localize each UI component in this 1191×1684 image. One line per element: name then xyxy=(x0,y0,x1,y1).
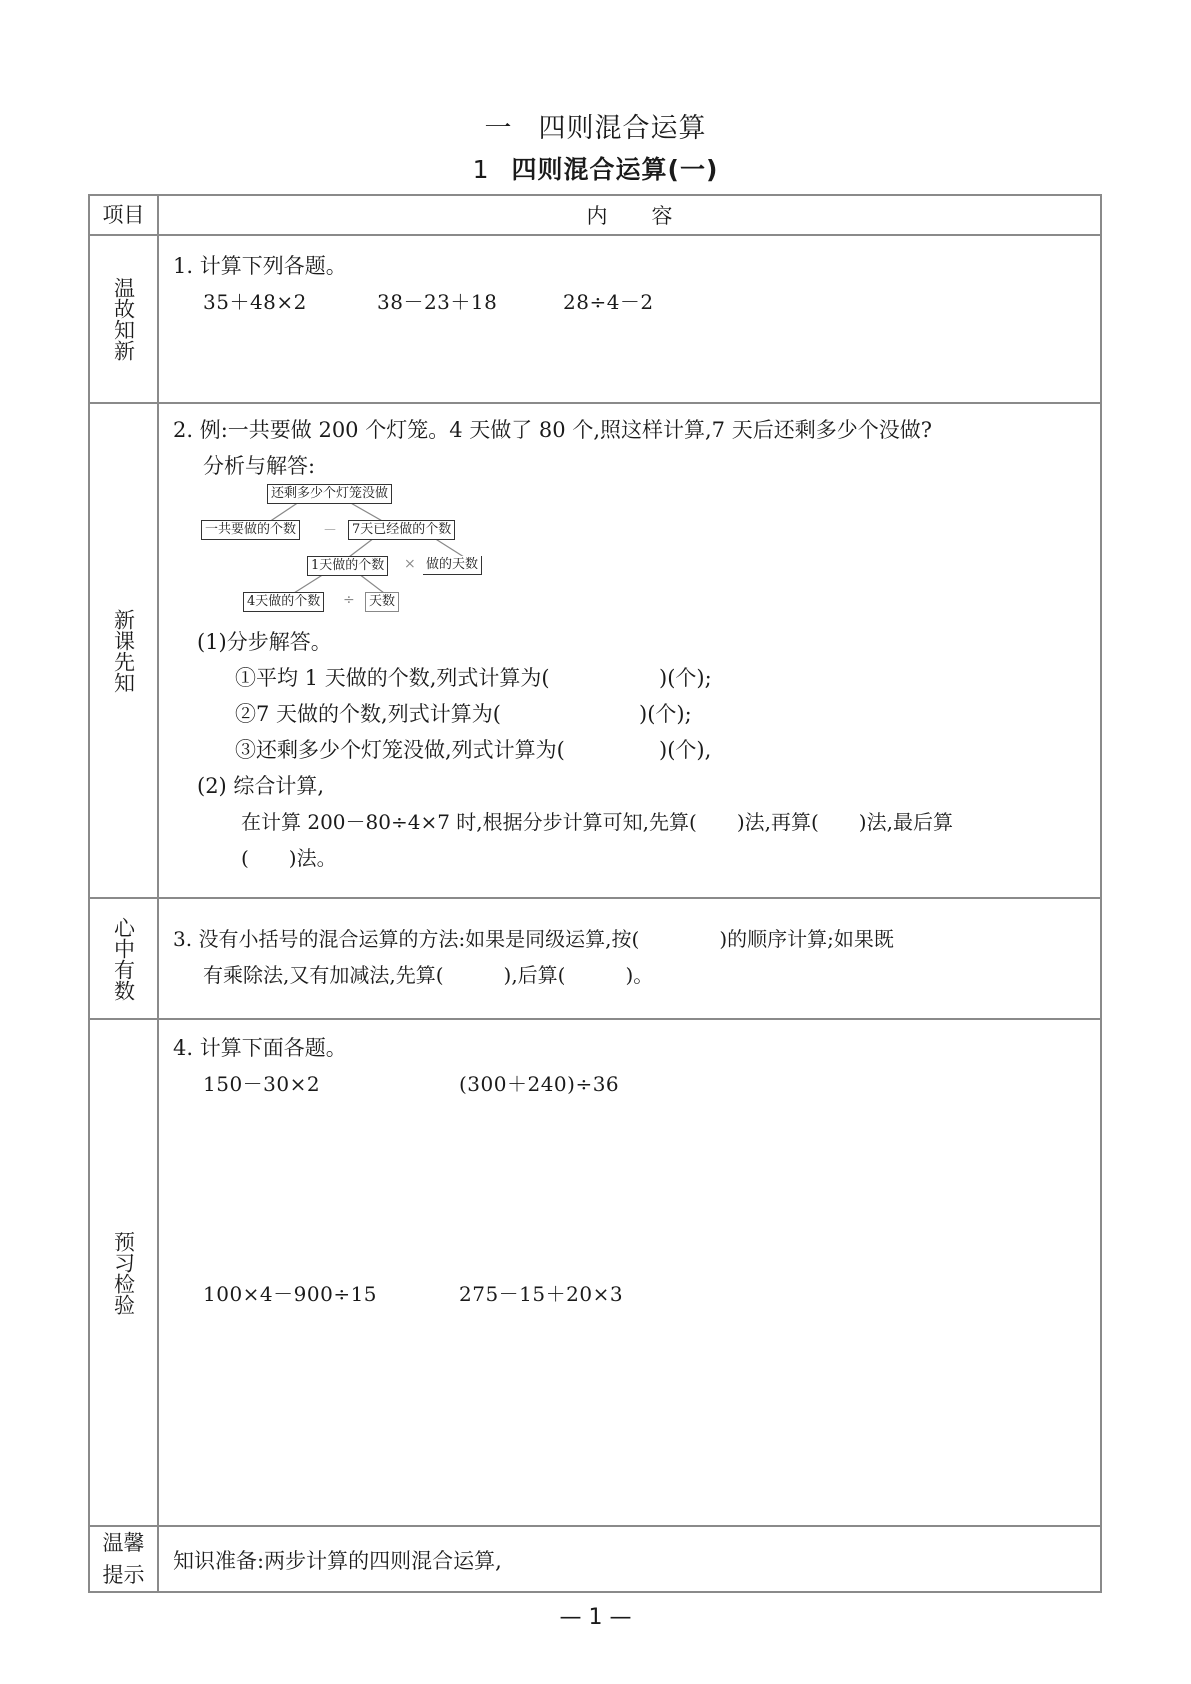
tree-node-root: 还剩多少个灯笼没做 xyxy=(267,484,392,504)
tree-node-1day: 1天做的个数 xyxy=(307,556,388,576)
step-2-suffix: )(个); xyxy=(639,702,692,726)
part-2-line-1: 在计算 200－80÷4×7 时,根据分步计算可知,先算( )法,再算( )法,最后算 xyxy=(241,810,953,834)
expression-4d: 275－15＋20×3 xyxy=(459,1282,624,1306)
unit-title xyxy=(0,106,1191,145)
tree-node-days: 天数 xyxy=(365,592,399,612)
question-2: 2. 例:一共要做 200 个灯笼。4 天做了 80 个,照这样计算,7 天后还剩多少个没做? xyxy=(173,418,932,442)
tree-node-4day: 4天做的个数 xyxy=(243,592,324,612)
minus-operator: － xyxy=(323,523,337,539)
expression-4a: 150－30×2 xyxy=(203,1072,321,1096)
question-1: 1. 计算下列各题。 xyxy=(173,254,347,278)
summary-content xyxy=(159,899,1100,1018)
analysis-tree-diagram xyxy=(199,482,499,622)
question-3-line-1: 3. 没有小括号的混合运算的方法:如果是同级运算,按( )的顺序计算;如果既 xyxy=(173,927,894,951)
header-category: 项目 xyxy=(90,196,159,234)
tip-content xyxy=(159,1527,1100,1591)
category-preview: 新课先知 xyxy=(90,404,159,897)
table-row-summary xyxy=(90,897,1100,1018)
table-row-review xyxy=(90,234,1100,402)
analysis-label: 分析与解答: xyxy=(203,454,316,478)
step-1-suffix: )(个); xyxy=(659,666,712,690)
category-summary: 心中有数 xyxy=(90,899,159,1018)
header-content xyxy=(159,196,1100,234)
times-operator: × xyxy=(404,556,416,572)
part-1-label: (1)分步解答。 xyxy=(197,630,332,654)
part-2-label: (2) 综合计算, xyxy=(197,774,325,798)
tree-node-total: 一共要做的个数 xyxy=(201,520,300,540)
lesson-number: 1 xyxy=(472,155,490,184)
lesson-title xyxy=(0,150,1191,186)
step-1-prefix: ①平均 1 天做的个数,列式计算为( xyxy=(235,666,550,690)
tip-text: 知识准备:两步计算的四则混合运算, xyxy=(173,1549,502,1573)
lesson-title-text: 四则混合运算(一) xyxy=(511,155,719,184)
part-2-line-2: ( )法。 xyxy=(241,846,337,870)
step-3-prefix: ③还剩多少个灯笼没做,列式计算为( xyxy=(235,738,565,762)
expression-4b: (300＋240)÷36 xyxy=(459,1072,620,1096)
unit-title-text: 四则混合运算 xyxy=(538,113,707,144)
tree-node-7day-done: 7天已经做的个数 xyxy=(348,520,455,540)
practice-content xyxy=(159,1020,1100,1525)
preview-content xyxy=(159,404,1100,897)
category-tip-line-1: 温馨 xyxy=(102,1531,145,1555)
category-review: 温故知新 xyxy=(90,236,159,402)
step-3-suffix: )(个), xyxy=(659,738,712,762)
worksheet-table xyxy=(88,194,1102,1593)
step-2-prefix: ②7 天做的个数,列式计算为( xyxy=(235,702,501,726)
unit-number: 一 xyxy=(484,113,513,144)
page-number: — 1 — xyxy=(559,1605,632,1630)
review-content xyxy=(159,236,1100,402)
header-content-char2: 容 xyxy=(651,204,673,228)
header-content-char1: 内 xyxy=(586,204,608,228)
category-practice: 预习检验 xyxy=(90,1020,159,1525)
divide-operator: ÷ xyxy=(343,592,355,608)
expression-1b: 38－23＋18 xyxy=(377,290,498,314)
tree-node-days-worked: 做的天数 xyxy=(423,556,482,575)
expression-1c: 28÷4－2 xyxy=(563,290,654,314)
question-3-line-2: 有乘除法,又有加减法,先算( ),后算( )。 xyxy=(203,963,654,987)
category-tip-line-2: 提示 xyxy=(102,1563,145,1587)
table-row-preview xyxy=(90,402,1100,897)
expression-1a: 35＋48×2 xyxy=(203,290,307,314)
table-row-practice xyxy=(90,1018,1100,1525)
table-header-row xyxy=(90,196,1100,234)
expression-4c: 100×4－900÷15 xyxy=(203,1282,378,1306)
question-4: 4. 计算下面各题。 xyxy=(173,1036,347,1060)
category-tip xyxy=(90,1527,159,1591)
table-row-tip xyxy=(90,1525,1100,1591)
